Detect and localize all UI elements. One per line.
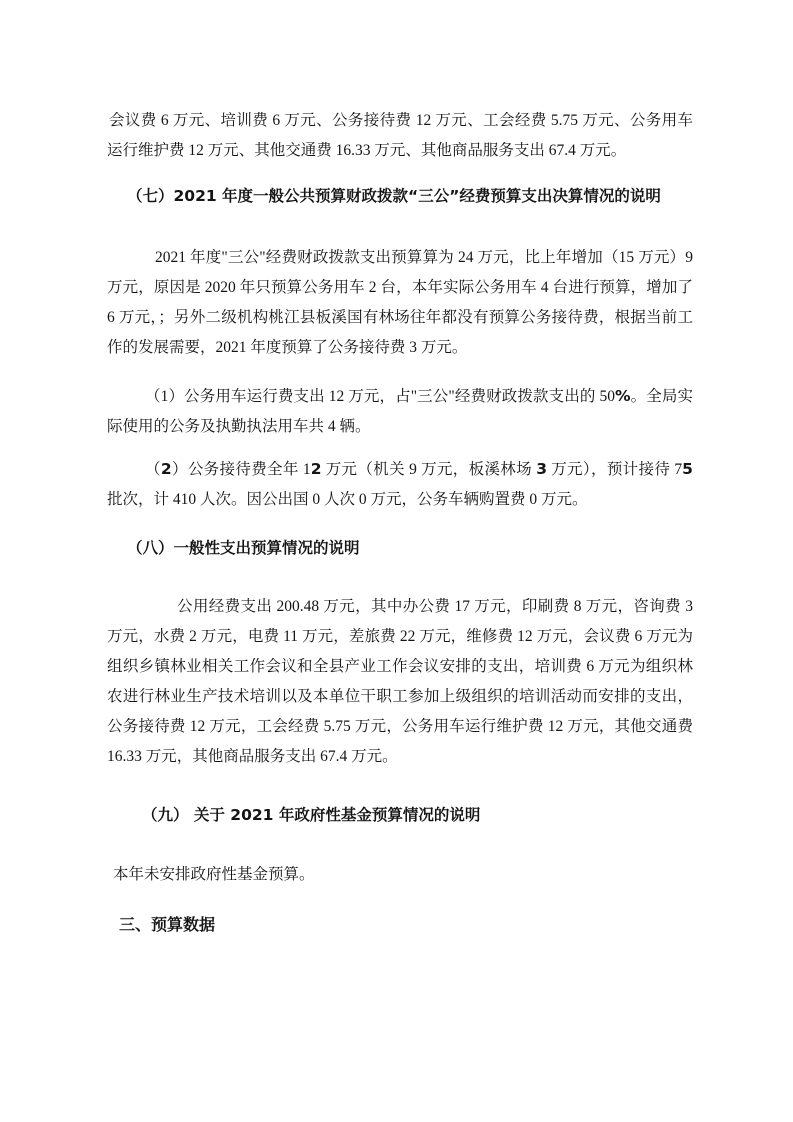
emphasized-number: 2 (160, 460, 172, 478)
text-run: 万元），预计接待 7 (547, 461, 683, 478)
text-run: 批次，计 410 人次。因公出国 0 人次 0 万元，公务车辆购置费 0 万元。 (107, 491, 588, 508)
section-heading-9: （九） 关于 2021 年政府性基金预算情况的说明 (142, 806, 481, 824)
paragraph-no-gov-fund: 本年未安排政府性基金预算。 (113, 866, 315, 883)
section-heading-7: （七）2021 年度一般公共预算财政拨款“三公”经费预算支出决算情况的说明 (127, 187, 661, 205)
emphasized-number: 3 (536, 460, 547, 478)
text-run: （ (145, 461, 161, 478)
emphasized-number: 2 (310, 460, 322, 478)
paragraph-reception-expense (107, 454, 693, 515)
section-heading-8: （八）一般性支出预算情况的说明 (127, 539, 360, 557)
paragraph-sangong-overview: 2021 年度"三公"经费财政拨款支出预算算为 24 万元，比上年增加（15 万元）9 万元，原因是 2020 年只预算公务用车 2 台，本年实际公务用车 4 台进行预算，增加了 6 万元，；另外二级机构桃江县板溪国有林场往年都没有预算公务接待费，根据当前工作的发展需要，2021 年度预算了公务接待费 3 万元。 (107, 249, 693, 356)
emphasized-number: 5 (682, 460, 693, 478)
paragraph-fee-summary: 会议费 6 万元、培训费 6 万元、公务接待费 12 万元、工会经费 5.75 万元、公务用车运行维护费 12 万元、其他交通费 16.33 万元、其他商品服务支出 67.4 万元。 (107, 112, 693, 159)
text-run: ）公务接待费全年 1 (171, 461, 311, 478)
text-run: 。全局实际使用的公务及执勤执法用车共 4 辆。 (107, 388, 693, 435)
text-run: 万元（机关 9 万元，板溪林场 (321, 461, 537, 478)
emphasized-number: % (614, 387, 631, 405)
text-run: （1）公务用车运行费支出 12 万元，占"三公"经费财政拨款支出的 50 (145, 388, 615, 405)
paragraph-vehicle-expense (107, 381, 693, 442)
chapter-heading-budget-data: 三、预算数据 (119, 915, 216, 934)
paragraph-general-expense: 公用经费支出 200.48 万元，其中办公费 17 万元，印刷费 8 万元，咨询费 3 万元，水费 2 万元，电费 11 万元，差旅费 22 万元，维修费 12 万元，会议费 6 万元为组织乡镇林业相关工作会议和全县产业工作会议安排的支出，培训费 6 万元为组织林农进行林业生产技术培训以及本单位干职工参加上级组织的培训活动而安排的支出，公务接待费 12 万元，工会经费 5.75 万元，公务用车运行维护费 12 万元，其他交通费 16.33 万元，其他商品服务支出 67.4 万元。 (107, 598, 693, 765)
